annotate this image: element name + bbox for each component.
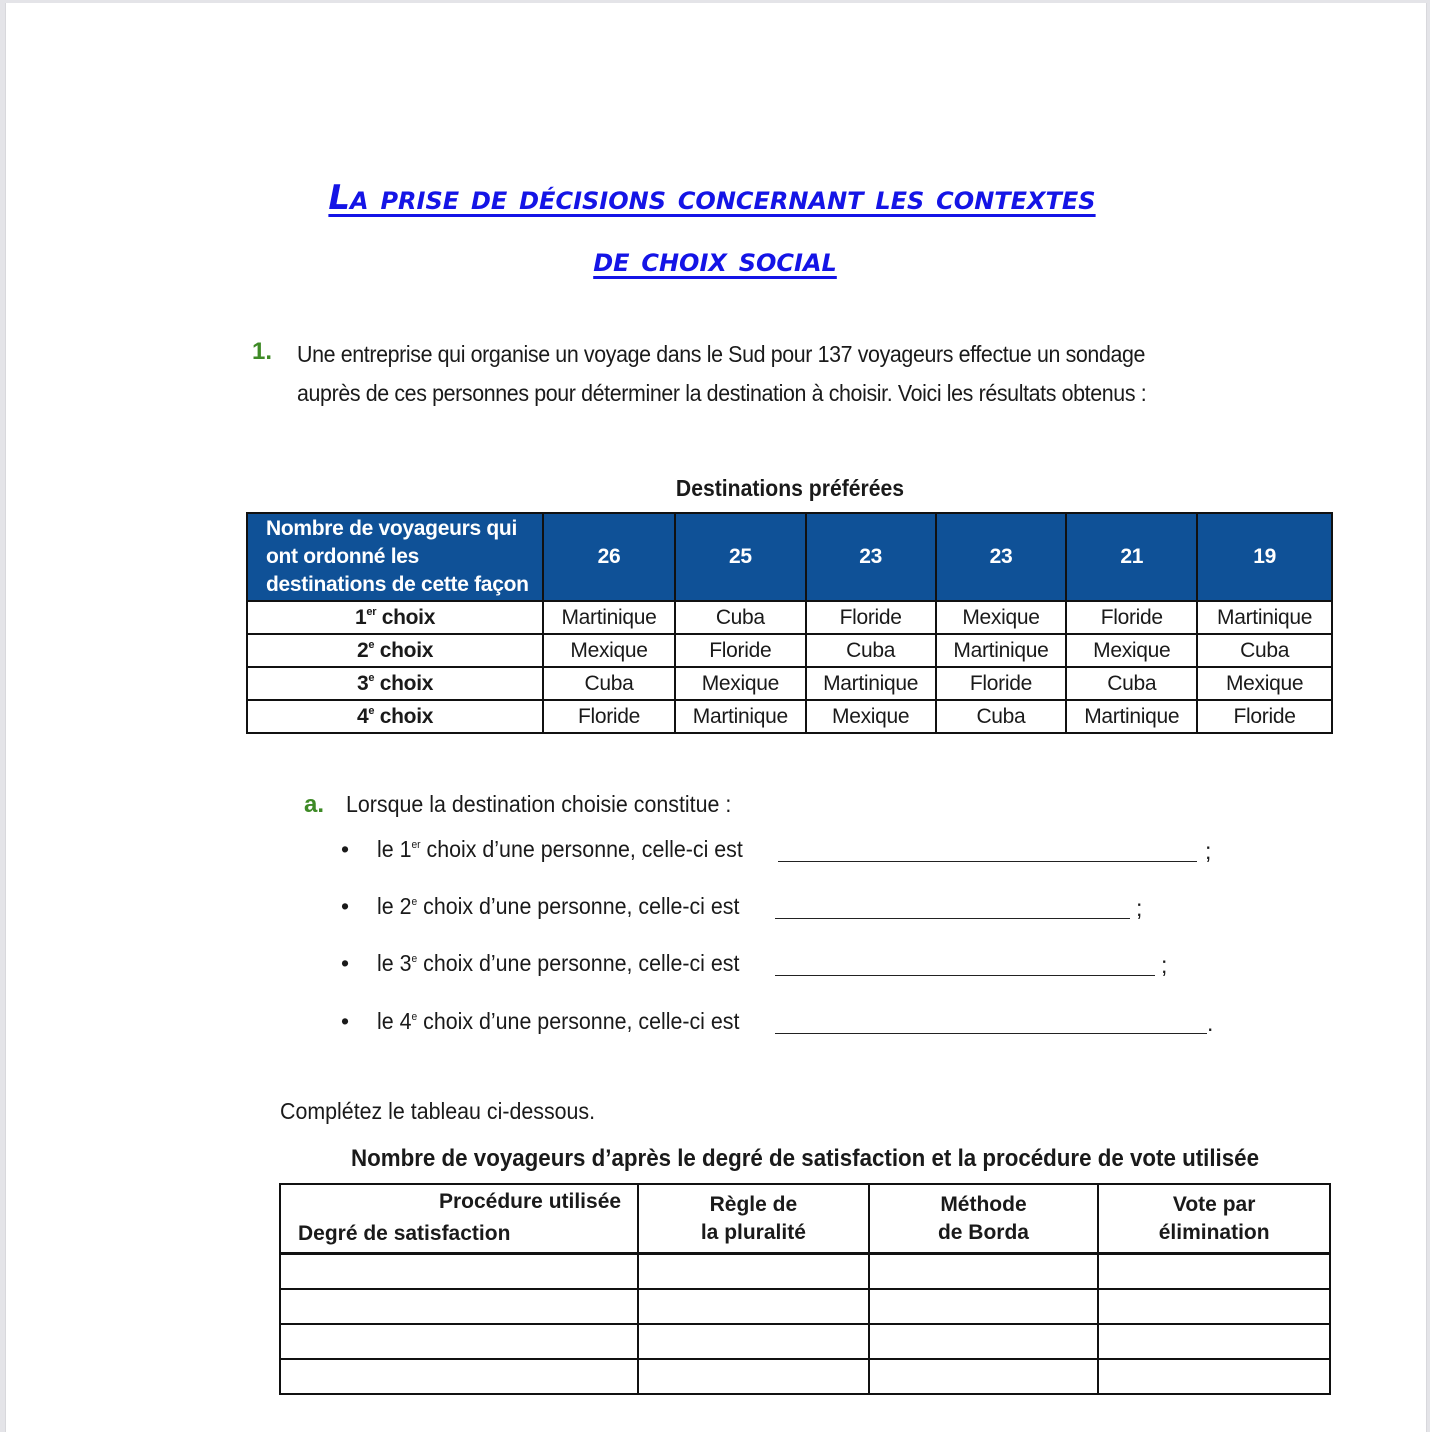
choice-rank-label xyxy=(247,667,543,700)
destination-cell: Floride xyxy=(936,667,1067,700)
corner-header-cell xyxy=(280,1184,638,1254)
answer-blank-4[interactable] xyxy=(775,1033,1207,1034)
voyageurs-count: 23 xyxy=(806,513,936,601)
bullet-icon: • xyxy=(341,1008,350,1034)
subquestion-intro: Lorsque la destination choisie constitue : xyxy=(346,791,732,817)
bullet-icon: • xyxy=(341,950,350,976)
bullet-icon: • xyxy=(341,893,350,919)
input-cell[interactable] xyxy=(280,1254,638,1290)
rank-number: 2 xyxy=(357,638,369,662)
destination-cell: Martinique xyxy=(806,667,936,700)
instruction-text: Complétez le tableau ci-dessous. xyxy=(280,1098,596,1124)
rank-suffix: e xyxy=(368,704,375,717)
rank-suffix: e xyxy=(368,671,375,684)
table-row xyxy=(247,700,1332,733)
destination-cell: Martinique xyxy=(675,700,806,733)
destination-cell: Floride xyxy=(806,601,936,634)
answer-blank-3[interactable] xyxy=(775,975,1155,976)
satisfaction-table-title: Nombre de voyageurs d’après le degré de satisfaction et la procédure de vote utilisée xyxy=(351,1145,1259,1172)
column-header-elimination xyxy=(1098,1184,1330,1254)
column-header-plurality xyxy=(638,1184,869,1254)
bullet-text xyxy=(377,1008,739,1035)
input-cell[interactable] xyxy=(280,1359,638,1394)
input-cell[interactable] xyxy=(869,1359,1099,1394)
choice-rank-label xyxy=(247,700,543,733)
rank-suffix: er xyxy=(366,605,377,618)
rank-word: choix xyxy=(381,605,436,629)
voyageurs-count-label: Nombre de voyageurs qui ont ordonné les destinations de cette façon xyxy=(247,513,543,601)
answer-blank-1[interactable] xyxy=(778,861,1197,862)
column-header-line: Méthode xyxy=(940,1192,1027,1216)
destination-cell: Martinique xyxy=(543,601,675,634)
question-text: Une entreprise qui organise un voyage dans le Sud pour 137 voyageurs effectue un sondage auprès de ces personnes pour déterminer la destination à choisir. Voici les résultats obtenus : xyxy=(297,341,1147,406)
bullet-end-punct: ; xyxy=(1136,895,1143,921)
satisfaction-table xyxy=(279,1183,1331,1395)
input-cell[interactable] xyxy=(1098,1359,1330,1394)
bullet-prefix: le 3 xyxy=(377,950,412,976)
destination-cell: Cuba xyxy=(1197,634,1332,667)
input-cell[interactable] xyxy=(1098,1254,1330,1290)
table-row xyxy=(280,1359,1330,1394)
column-header-line: Règle de xyxy=(709,1192,798,1216)
column-header-line: élimination xyxy=(1158,1220,1270,1244)
rank-number: 3 xyxy=(357,671,369,695)
bullet-rest: choix d’une personne, celle-ci est xyxy=(417,950,740,976)
input-cell[interactable] xyxy=(638,1324,869,1359)
voyageurs-count: 26 xyxy=(543,513,675,601)
input-cell[interactable] xyxy=(869,1324,1099,1359)
ordinal-suffix: e xyxy=(411,953,418,965)
bullet-item xyxy=(341,950,767,977)
destination-cell: Cuba xyxy=(675,601,806,634)
destination-cell: Martinique xyxy=(1066,700,1197,733)
input-cell[interactable] xyxy=(1098,1289,1330,1324)
bullet-end-punct: ; xyxy=(1205,838,1212,864)
column-header-line: la pluralité xyxy=(700,1220,806,1244)
input-cell[interactable] xyxy=(280,1289,638,1324)
destination-cell: Mexique xyxy=(936,601,1067,634)
question-number: 1. xyxy=(252,338,273,365)
page-title-line-1: La prise de décisions concernant les contextes xyxy=(328,178,1096,218)
bullet-text xyxy=(377,950,739,977)
destination-cell: Floride xyxy=(675,634,806,667)
bullet-text xyxy=(377,836,743,863)
destination-cell: Cuba xyxy=(543,667,675,700)
column-header-borda xyxy=(869,1184,1099,1254)
bullet-prefix: le 1 xyxy=(377,836,412,862)
destination-cell: Martinique xyxy=(936,634,1067,667)
table-row xyxy=(247,667,1332,700)
bullet-rest: choix d’une personne, celle-ci est xyxy=(417,893,740,919)
bullet-prefix: le 2 xyxy=(377,893,412,919)
destination-cell: Mexique xyxy=(543,634,675,667)
table-row xyxy=(280,1289,1330,1324)
destination-cell: Cuba xyxy=(936,700,1067,733)
rank-word: choix xyxy=(379,638,434,662)
input-cell[interactable] xyxy=(638,1359,869,1394)
destination-cell: Floride xyxy=(1197,700,1332,733)
rank-suffix: e xyxy=(368,638,375,651)
destination-cell: Floride xyxy=(543,700,675,733)
bullet-icon: • xyxy=(341,836,350,862)
destination-cell: Mexique xyxy=(1066,634,1197,667)
procedure-label: Procédure utilisée xyxy=(438,1190,622,1213)
voyageurs-count: 19 xyxy=(1197,513,1332,601)
bullet-rest: choix d’une personne, celle-ci est xyxy=(420,836,743,862)
ordinal-suffix: e xyxy=(411,1011,418,1023)
rank-number: 4 xyxy=(357,704,369,728)
column-header-line: de Borda xyxy=(937,1220,1029,1244)
rank-word: choix xyxy=(379,704,434,728)
destinations-table xyxy=(246,512,1333,734)
input-cell[interactable] xyxy=(1098,1324,1330,1359)
voyageurs-count: 23 xyxy=(936,513,1067,601)
input-cell[interactable] xyxy=(869,1254,1099,1290)
destination-cell: Cuba xyxy=(1066,667,1197,700)
bullet-end-punct: ; xyxy=(1161,952,1168,978)
bullet-item xyxy=(341,1008,767,1035)
bullet-item xyxy=(341,893,767,920)
satisfaction-label: Degré de satisfaction xyxy=(298,1222,511,1245)
ordinal-suffix: e xyxy=(411,896,418,908)
destination-cell: Floride xyxy=(1066,601,1197,634)
input-cell[interactable] xyxy=(280,1324,638,1359)
choice-rank-label xyxy=(247,601,543,634)
column-header-line: Vote par xyxy=(1172,1192,1256,1216)
destination-cell: Mexique xyxy=(675,667,806,700)
table-row xyxy=(280,1254,1330,1290)
destination-cell: Martinique xyxy=(1197,601,1332,634)
table-row xyxy=(280,1324,1330,1359)
bullet-prefix: le 4 xyxy=(377,1008,412,1034)
bullet-item xyxy=(341,836,770,863)
ordinal-suffix: er xyxy=(411,839,421,851)
voyageurs-count: 25 xyxy=(675,513,806,601)
subquestion-letter: a. xyxy=(304,791,325,818)
input-cell[interactable] xyxy=(638,1254,869,1290)
destination-cell: Cuba xyxy=(806,634,936,667)
rank-word: choix xyxy=(379,671,434,695)
input-cell[interactable] xyxy=(638,1289,869,1324)
destinations-table-title: Destinations préférées xyxy=(675,475,905,501)
answer-blank-2[interactable] xyxy=(775,918,1130,919)
bullet-rest: choix d’une personne, celle-ci est xyxy=(417,1008,740,1034)
rank-number: 1 xyxy=(355,605,367,629)
bullet-end-punct: . xyxy=(1207,1010,1214,1036)
destinations-header-row xyxy=(247,513,1332,601)
input-cell[interactable] xyxy=(869,1289,1099,1324)
table-row xyxy=(247,601,1332,634)
destination-cell: Mexique xyxy=(1197,667,1332,700)
satisfaction-header-row xyxy=(280,1184,1330,1254)
choice-rank-label xyxy=(247,634,543,667)
bullet-text xyxy=(377,893,739,920)
page-title-line-2: de choix social xyxy=(593,240,837,280)
voyageurs-count: 21 xyxy=(1066,513,1197,601)
destination-cell: Mexique xyxy=(806,700,936,733)
table-row xyxy=(247,634,1332,667)
